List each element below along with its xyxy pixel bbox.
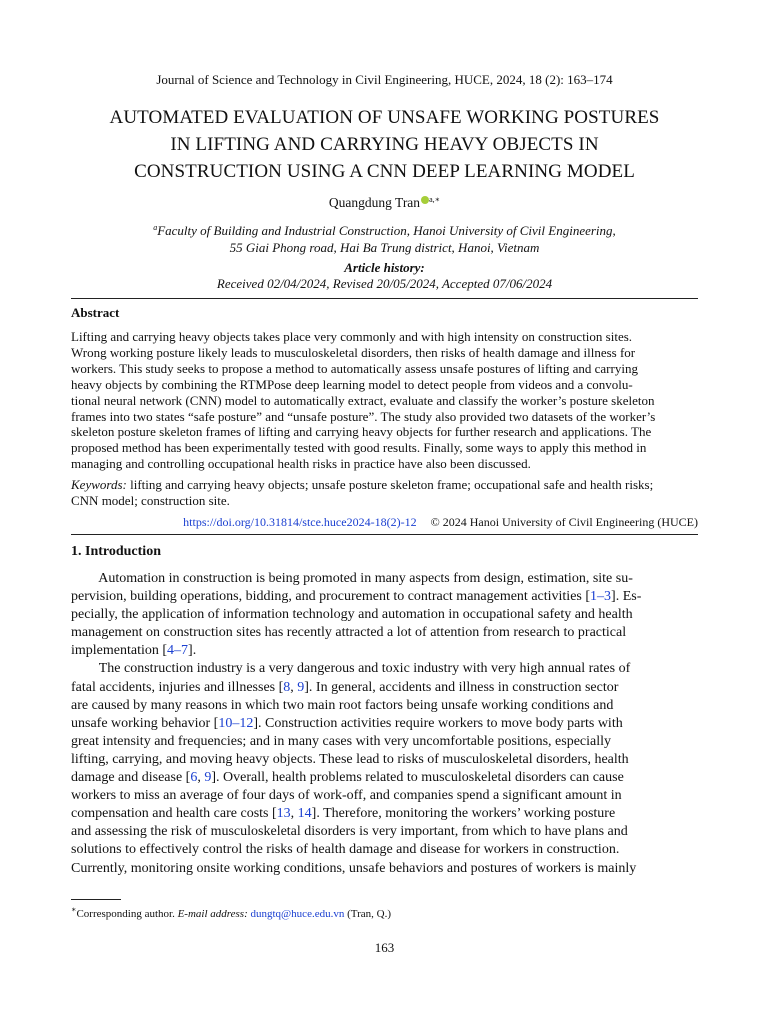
footnote-text: Corresponding author. (76, 908, 178, 920)
paragraph-line (71, 841, 698, 859)
paragraph-text: compensation and health care costs [ (71, 806, 277, 822)
abstract-line: heavy objects by combining the RTMPose deep learning model to detect people from videos and a convolu- (71, 376, 633, 392)
paragraph-text: ]. Therefore, monitoring the workers’ working posture (311, 806, 616, 822)
paragraph-line (71, 805, 698, 823)
paragraph-text: fatal accidents, injuries and illnesses [ (71, 679, 284, 695)
author-superscript: a,∗ (429, 195, 441, 204)
paragraph-text: ]. Es- (611, 589, 642, 605)
paragraph-text: , (290, 679, 298, 695)
paragraph-text: are caused by many reasons in which two main root factors being unsafe working conditions and (71, 697, 614, 713)
author-name: Quangdung Tran (328, 195, 421, 210)
paragraph-line (71, 642, 698, 660)
abstract-top-rule (71, 298, 698, 299)
article-history-label: Article history: (344, 260, 425, 275)
paragraph-line (71, 624, 698, 642)
paragraph-text: ]. (188, 643, 197, 659)
journal-header: Journal of Science and Technology in Civil Engineering, HUCE, 2024, 18 (2): 163–174 (156, 72, 613, 87)
citation-link[interactable]: 13 (276, 806, 291, 822)
paragraph-text: implementation [ (71, 643, 168, 659)
abstract-bottom-rule (71, 534, 698, 535)
author-line (71, 195, 698, 211)
affiliation (71, 219, 698, 256)
paragraph-line (71, 606, 698, 624)
footnote-email-link[interactable]: dungtq@huce.edu.vn (250, 908, 345, 920)
keywords-label: Keywords: (71, 477, 127, 492)
paragraph-line (71, 733, 698, 751)
paragraph-line (71, 715, 698, 733)
paragraph-text: management on construction sites has recently attracted a lot of attention from research to practical (71, 625, 627, 641)
paragraph-text: Currently, monitoring onsite working conditions, unsafe behaviors and postures of workers is mainly (71, 860, 637, 876)
introduction-body (71, 570, 698, 878)
article-history-dates: Received 02/04/2024, Revised 20/05/2024, Accepted 07/06/2024 (216, 276, 553, 291)
abstract-line: frames into two states “safe posture” and “unsafe posture”. The study also provided two datasets of the worker’s (71, 408, 656, 424)
footnote-rule (71, 899, 121, 900)
paragraph-text: pervision, building operations, bidding, and procurement to contract management activities [ (71, 589, 591, 605)
doi-link[interactable]: https://doi.org/10.31814/stce.huce2024-18(2)-12 (183, 515, 417, 529)
paragraph-text: unsafe working behavior [ (71, 715, 219, 731)
page-number: 163 (374, 940, 395, 955)
affiliation-line-2: 55 Giai Phong road, Hai Ba Trung district, Hanoi, Vietnam (229, 240, 540, 255)
abstract-heading: Abstract (71, 305, 120, 320)
paragraph-text: , (197, 770, 205, 786)
paragraph-text: and assessing the risk of musculoskeletal disorders is very important, from which to have plans and (71, 824, 628, 840)
citation-link[interactable]: 6 (190, 770, 198, 786)
paragraph-text: ]. Construction activities require workers to move body parts with (253, 715, 623, 731)
paragraph-line (71, 679, 698, 697)
abstract-line: workers. This study seeks to propose a method to automatically assess unsafe postures of lifting and carrying (71, 360, 638, 376)
paragraph-line (71, 823, 698, 841)
keywords-line-1: lifting and carrying heavy objects; unsafe posture skeleton frame; occupational safe and health risks; (126, 477, 654, 492)
paragraph-text: workers to miss an average of four days of work-off, and companies spend a significant amount in (71, 788, 622, 804)
title-line-2: IN LIFTING AND CARRYING HEAVY OBJECTS IN (170, 134, 599, 155)
citation-link[interactable]: 10–12 (218, 715, 254, 731)
citation-link[interactable]: 14 (297, 806, 312, 822)
paragraph-line (71, 570, 698, 588)
title-line-1: AUTOMATED EVALUATION OF UNSAFE WORKING POSTURES (109, 107, 660, 128)
affiliation-marker: a (153, 223, 158, 232)
paper-title (71, 104, 698, 185)
citation-link[interactable]: 9 (297, 679, 305, 695)
abstract-body (71, 329, 698, 472)
copyright-text: © 2024 Hanoi University of Civil Engineering (HUCE) (430, 515, 698, 529)
footnote-suffix: (Tran, Q.) (344, 908, 391, 920)
citation-link[interactable]: 8 (283, 679, 291, 695)
paragraph-text: solutions to effectively control the risks of health damage and disease for workers in construction. (71, 842, 620, 858)
orcid-icon[interactable] (421, 196, 429, 204)
doi-copyright-line (183, 515, 698, 530)
paragraph-text: damage and disease [ (71, 770, 191, 786)
abstract-line: proposed method has been experimentally tested with good results. Finally, some ways to apply this method in (71, 440, 647, 456)
citation-link[interactable]: 1–3 (590, 589, 612, 605)
paragraph-line (71, 769, 698, 787)
keywords-line-2: CNN model; construction site. (71, 492, 230, 508)
abstract-line: Lifting and carrying heavy objects takes place very commonly and with high intensity on construction sites. (71, 329, 633, 344)
paragraph-line (71, 697, 698, 715)
paragraph-text: , (290, 806, 298, 822)
paragraph-line (71, 860, 698, 878)
paragraph-text: Automation in construction is being promoted in many aspects from design, estimation, site su- (71, 571, 633, 586)
paragraph-text: ]. In general, accidents and illness in construction sector (304, 679, 619, 695)
paragraph-text: pecially, the application of information technology and automation in occupational safety and health (71, 607, 633, 623)
citation-link[interactable]: 9 (204, 770, 212, 786)
footnote-email-label: E-mail address: (177, 908, 248, 920)
section-heading-introduction: 1. Introduction (71, 544, 161, 559)
paragraph-line (71, 787, 698, 805)
paragraph-line (71, 588, 698, 606)
abstract-line: skeleton posture skeleton frames of lifting and carrying heavy objects for further research and applications. The (71, 424, 652, 440)
paragraph-line (71, 751, 698, 769)
abstract-line: managing and controlling occupational health risks in practice have also been discussed. (71, 456, 531, 472)
paragraph-text: ]. Overall, health problems related to musculoskeletal disorders can cause (211, 770, 624, 786)
paragraph-text: great intensity and frequencies; and in many cases with very uncomfortable positions, especially (71, 733, 612, 749)
paragraph-text: lifting, carrying, and moving heavy objects. These lead to risks of musculoskeletal disorders, health (71, 751, 629, 767)
title-line-3: CONSTRUCTION USING A CNN DEEP LEARNING MODEL (134, 161, 635, 182)
citation-link[interactable]: 4–7 (167, 643, 189, 659)
abstract-line: Wrong working posture likely leads to musculoskeletal disorders, then risks of health damage and illness for (71, 344, 636, 360)
paragraph-line (71, 660, 698, 678)
keywords (71, 477, 698, 509)
paragraph-text: The construction industry is a very dangerous and toxic industry with very high annual rates of (71, 661, 631, 677)
abstract-line: tional neural network (CNN) model to automatically extract, evaluate and classify the worker’s posture skeleton (71, 392, 655, 408)
footnote (71, 905, 391, 920)
affiliation-line-1: Faculty of Building and Industrial Construction, Hanoi University of Civil Engineering, (157, 223, 616, 238)
paper-page (71, 0, 698, 1024)
footnote-marker: ∗ (71, 905, 77, 914)
